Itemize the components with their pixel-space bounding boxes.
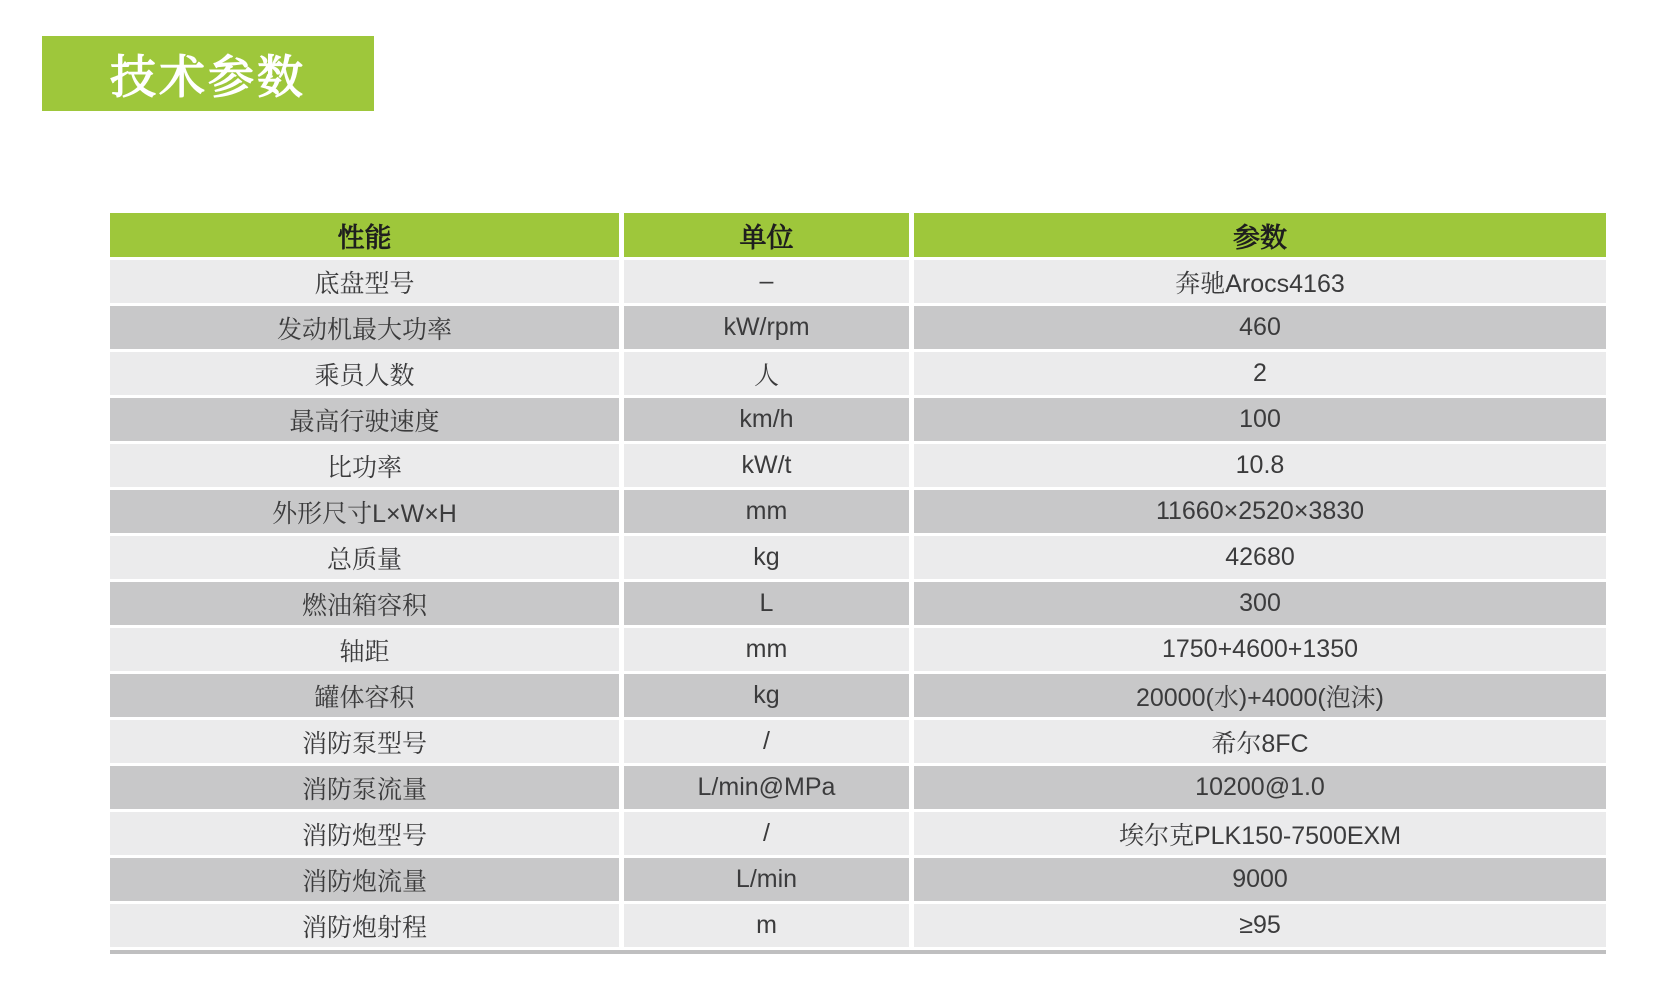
column-header-unit: 单位 [624, 213, 909, 257]
table-row [110, 858, 1606, 901]
spec-unit-cell: 人 [624, 352, 909, 395]
table-row [110, 582, 1606, 625]
spec-value-cell: 20000(水)+4000(泡沫) [914, 674, 1606, 717]
spec-name-cell: 外形尺寸L×W×H [110, 490, 619, 533]
page-title: 技术参数 [110, 50, 306, 103]
spec-name-cell: 消防泵流量 [110, 766, 619, 809]
spec-value-cell: 10200@1.0 [914, 766, 1606, 809]
spec-name-cell: 燃油箱容积 [110, 582, 619, 625]
spec-name-cell: 发动机最大功率 [110, 306, 619, 349]
spec-unit-cell: – [624, 260, 909, 303]
spec-unit-cell: kW/t [624, 444, 909, 487]
spec-name-cell: 总质量 [110, 536, 619, 579]
spec-value-cell: 埃尔克PLK150-7500EXM [914, 812, 1606, 855]
spec-value-cell: 2 [914, 352, 1606, 395]
spec-unit-cell: kg [624, 536, 909, 579]
spec-unit-cell: L/min [624, 858, 909, 901]
spec-name-cell: 消防炮型号 [110, 812, 619, 855]
table-row [110, 398, 1606, 441]
spec-unit-cell: kW/rpm [624, 306, 909, 349]
spec-unit-cell: L [624, 582, 909, 625]
spec-value-cell: 11660×2520×3830 [914, 490, 1606, 533]
spec-value-cell: 1750+4600+1350 [914, 628, 1606, 671]
table-row [110, 766, 1606, 809]
spec-unit-cell: mm [624, 628, 909, 671]
spec-name-cell: 乘员人数 [110, 352, 619, 395]
column-header-parameter: 参数 [914, 213, 1606, 257]
table-row [110, 306, 1606, 349]
spec-value-cell: 希尔8FC [914, 720, 1606, 763]
spec-unit-cell: / [624, 720, 909, 763]
table-row [110, 352, 1606, 395]
spec-value-cell: 100 [914, 398, 1606, 441]
spec-value-cell: 奔驰Arocs4163 [914, 260, 1606, 303]
table-row [110, 904, 1606, 947]
table-header-row [110, 213, 1606, 257]
spec-value-cell: 300 [914, 582, 1606, 625]
spec-value-cell: ≥95 [914, 904, 1606, 947]
spec-name-cell: 底盘型号 [110, 260, 619, 303]
spec-unit-cell: L/min@MPa [624, 766, 909, 809]
table-bottom-border [110, 950, 1606, 954]
table-row [110, 490, 1606, 533]
spec-name-cell: 消防泵型号 [110, 720, 619, 763]
spec-name-cell: 罐体容积 [110, 674, 619, 717]
spec-table [110, 213, 1606, 954]
spec-name-cell: 比功率 [110, 444, 619, 487]
spec-value-cell: 42680 [914, 536, 1606, 579]
spec-name-cell: 消防炮射程 [110, 904, 619, 947]
title-banner [42, 36, 374, 111]
spec-value-cell: 10.8 [914, 444, 1606, 487]
table-row [110, 812, 1606, 855]
spec-unit-cell: mm [624, 490, 909, 533]
table-row [110, 260, 1606, 303]
table-row [110, 674, 1606, 717]
spec-unit-cell: km/h [624, 398, 909, 441]
spec-unit-cell: m [624, 904, 909, 947]
spec-unit-cell: kg [624, 674, 909, 717]
table-row [110, 444, 1606, 487]
table-row [110, 536, 1606, 579]
spec-name-cell: 消防炮流量 [110, 858, 619, 901]
spec-unit-cell: / [624, 812, 909, 855]
column-header-performance: 性能 [110, 213, 619, 257]
table-row [110, 628, 1606, 671]
spec-name-cell: 轴距 [110, 628, 619, 671]
spec-value-cell: 460 [914, 306, 1606, 349]
table-row [110, 720, 1606, 763]
spec-value-cell: 9000 [914, 858, 1606, 901]
spec-name-cell: 最高行驶速度 [110, 398, 619, 441]
